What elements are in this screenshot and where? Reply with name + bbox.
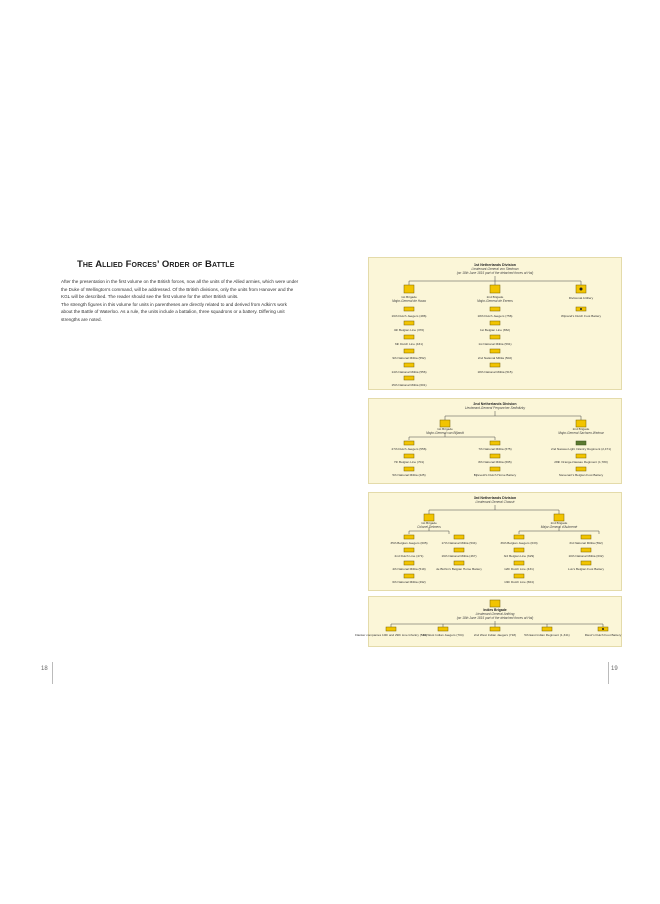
- body-text: [61, 278, 299, 324]
- panel-1st-netherlands-division: [368, 257, 622, 390]
- div3-unit: 19th National Militia (467): [441, 554, 477, 558]
- indies-unit: Flanker companies 10th and 29th Line Infantry (538): [355, 633, 427, 637]
- div2-brigade2-commander: Major-General Sachsen-Weimar: [558, 431, 604, 435]
- div1-brigade1-symbol: [404, 285, 414, 293]
- div3-unit: de Bichin’s Belgian Horse Battery: [436, 567, 482, 571]
- indies-brigade-symbol: [490, 600, 500, 607]
- div2-unit: Stevenart’s Belgian Foot Battery: [558, 473, 604, 477]
- div3-brigade1-symbol: [424, 514, 434, 521]
- div3-unit: 6th National Militia (492): [392, 580, 426, 584]
- left-page-rule: [52, 662, 53, 684]
- div1-brigade2-commander: Major-General de Eerens: [477, 299, 513, 303]
- panel-2nd-netherlands-division: [368, 398, 622, 484]
- div1-brigade1-commander: Major-General de Hauw: [392, 299, 426, 303]
- div1-unit: 2nd National Militia (502): [477, 356, 513, 360]
- div2-brigade1-label: 1st Brigade: [437, 427, 453, 431]
- div3-brigade2-symbol: [554, 514, 564, 521]
- div2-unit: 7th Belgian Line (701): [393, 460, 425, 464]
- div1-unit: 9th National Militia (552): [392, 356, 426, 360]
- div3-col1: [390, 535, 427, 584]
- div3-brigade1-commander: Colonel Detmers: [417, 525, 441, 529]
- div1-title: 1st Netherlands Division: [474, 263, 516, 267]
- div1-brigade1-label: 1st Brigade: [401, 295, 417, 299]
- div1-unit: 4th Belgian Line (370): [393, 328, 425, 332]
- div3-unit: 2nd Dutch Line (471): [394, 554, 424, 558]
- div2-col2: [474, 441, 517, 477]
- right-page-rule: [608, 662, 609, 684]
- div3-unit: 17th National Militia (534): [441, 541, 477, 545]
- div3-unit: 36th Belgian Jaegers (633): [500, 541, 538, 545]
- div3-unit: 10th National Militia (632): [568, 554, 604, 558]
- div3-brigade1-label: 1st Brigade: [421, 521, 437, 525]
- left-page-number: 18: [41, 666, 48, 672]
- div3-unit: 4th National Militia (519): [392, 567, 426, 571]
- indies-commander: Lieutenant-General Anthing: [475, 612, 515, 616]
- div2-brigade2-symbol: [576, 420, 586, 427]
- div3-unit: 3rd National Militia (592): [569, 541, 603, 545]
- div2-unit: Bijleveld’s Dutch Horse Battery: [473, 473, 517, 477]
- div1-unit: 18th National Militia (515): [477, 370, 513, 374]
- div2-unit: 28th Orange-Nassau Regiment (1,780): [554, 460, 608, 464]
- div2-brigade1-symbol: [440, 420, 450, 427]
- paragraph-2: The strength figures in this volume for units in parentheses are directly related to and derived from Adkin’s work about the Battle of Waterloo. As a rule, the units include a battalion, three squadrons or a battery. Differing unit strengths are noted.: [61, 301, 287, 322]
- div1-brigade2-symbol: [490, 285, 500, 293]
- div3-unit: 3rd Belgian Line (629): [503, 554, 535, 558]
- div1-col2: [477, 307, 512, 374]
- div1-unit: Wijnand’s Dutch Foot Battery: [560, 314, 602, 318]
- indies-title: Indies Brigade: [483, 608, 507, 612]
- div1-unit: 14th National Militia (556): [391, 370, 427, 374]
- indies-unit: 2nd West Indian Jaegers (718): [473, 633, 517, 637]
- right-page-number: 19: [611, 666, 618, 672]
- div1-col3: [561, 307, 601, 318]
- div3-unit: 35th Belgian Jaegers (605): [390, 541, 428, 545]
- div3-col4: [568, 535, 605, 571]
- div3-unit: 12th Dutch Line (431): [504, 567, 534, 571]
- indies-note: (on 18th June 1815 part of the detached forces at Hal): [456, 616, 534, 620]
- page-heading: The Allied Forces’ Order of Battle: [77, 259, 235, 270]
- div1-brigade2-label: 2nd Brigade: [486, 295, 504, 299]
- indies-unit: 5th East Indian Regiment (1,341): [524, 633, 570, 637]
- panel-3rd-netherlands-division: [368, 492, 622, 591]
- div2-commander: Lieutenant-General Perponcher-Sedlnitzky: [464, 406, 526, 410]
- panel-indies-brigade: [355, 596, 622, 647]
- div2-unit: 5th National Militia (225): [392, 473, 426, 477]
- div3-commander: Lieutenant-General Chassé: [475, 500, 515, 504]
- div1-artillery-label: Divisional Artillery: [568, 296, 594, 300]
- div3-col2: [436, 535, 482, 571]
- div2-brigade1-commander: Major-General van Bijlandt: [426, 431, 464, 435]
- div2-title: 2nd Netherlands Division: [473, 402, 517, 406]
- div3-col3: [500, 535, 537, 584]
- div1-col1: [391, 307, 426, 387]
- div3-unit: 13th Dutch Line (664): [504, 580, 534, 584]
- indies-unit: 1st West Indian Jaegers (704): [422, 633, 464, 637]
- div1-unit: 1st Belgian Line (652): [479, 328, 511, 332]
- div3-title: 3rd Netherlands Division: [473, 496, 517, 500]
- div2-col3: [551, 441, 611, 477]
- indies-units: [355, 627, 622, 637]
- div3-brigade2-commander: Major-General d’Aubremé: [540, 525, 578, 529]
- div2-brigade2-label: 2nd Brigade: [572, 427, 590, 431]
- div2-unit: 27th Dutch Jaegers (556): [391, 447, 427, 451]
- div2-unit: 7th National Militia (675): [478, 447, 512, 451]
- div1-unit: 1st National Militia (591): [478, 342, 512, 346]
- paragraph-1: After the presentation in the first volume on the British forces, now all the units of the Allied armies, which were under the Duke of Wellington’s command, will be addressed. Of the British divisions, only the units from Hanover and the KGL will be described. The reader should see the first volume for the other British units.: [61, 279, 299, 300]
- div1-commander: Lieutenant-General von Stedman: [471, 267, 519, 271]
- div2-unit: 2nd Nassau Light Infantry Regiment (2,471): [550, 447, 612, 451]
- div1-unit: 16th Dutch Jaegers (486): [391, 314, 427, 318]
- div3-unit: Lux’s Belgian Foot Battery: [567, 567, 605, 571]
- div1-unit: 6th Dutch Line (431): [394, 342, 424, 346]
- div2-unit: 8th National Militia (665): [478, 460, 512, 464]
- div1-note: (on 18th June 1815 part of the detached forces at Hal): [456, 271, 534, 275]
- div1-unit: 15th National Militia (601): [391, 383, 427, 387]
- indies-unit: Riesz’s Dutch Foot Battery: [584, 633, 622, 637]
- div3-brigade2-label: 2nd Brigade: [550, 521, 568, 525]
- div2-col1: [392, 441, 427, 477]
- div1-unit: 18th Dutch Jaegers (756): [477, 314, 513, 318]
